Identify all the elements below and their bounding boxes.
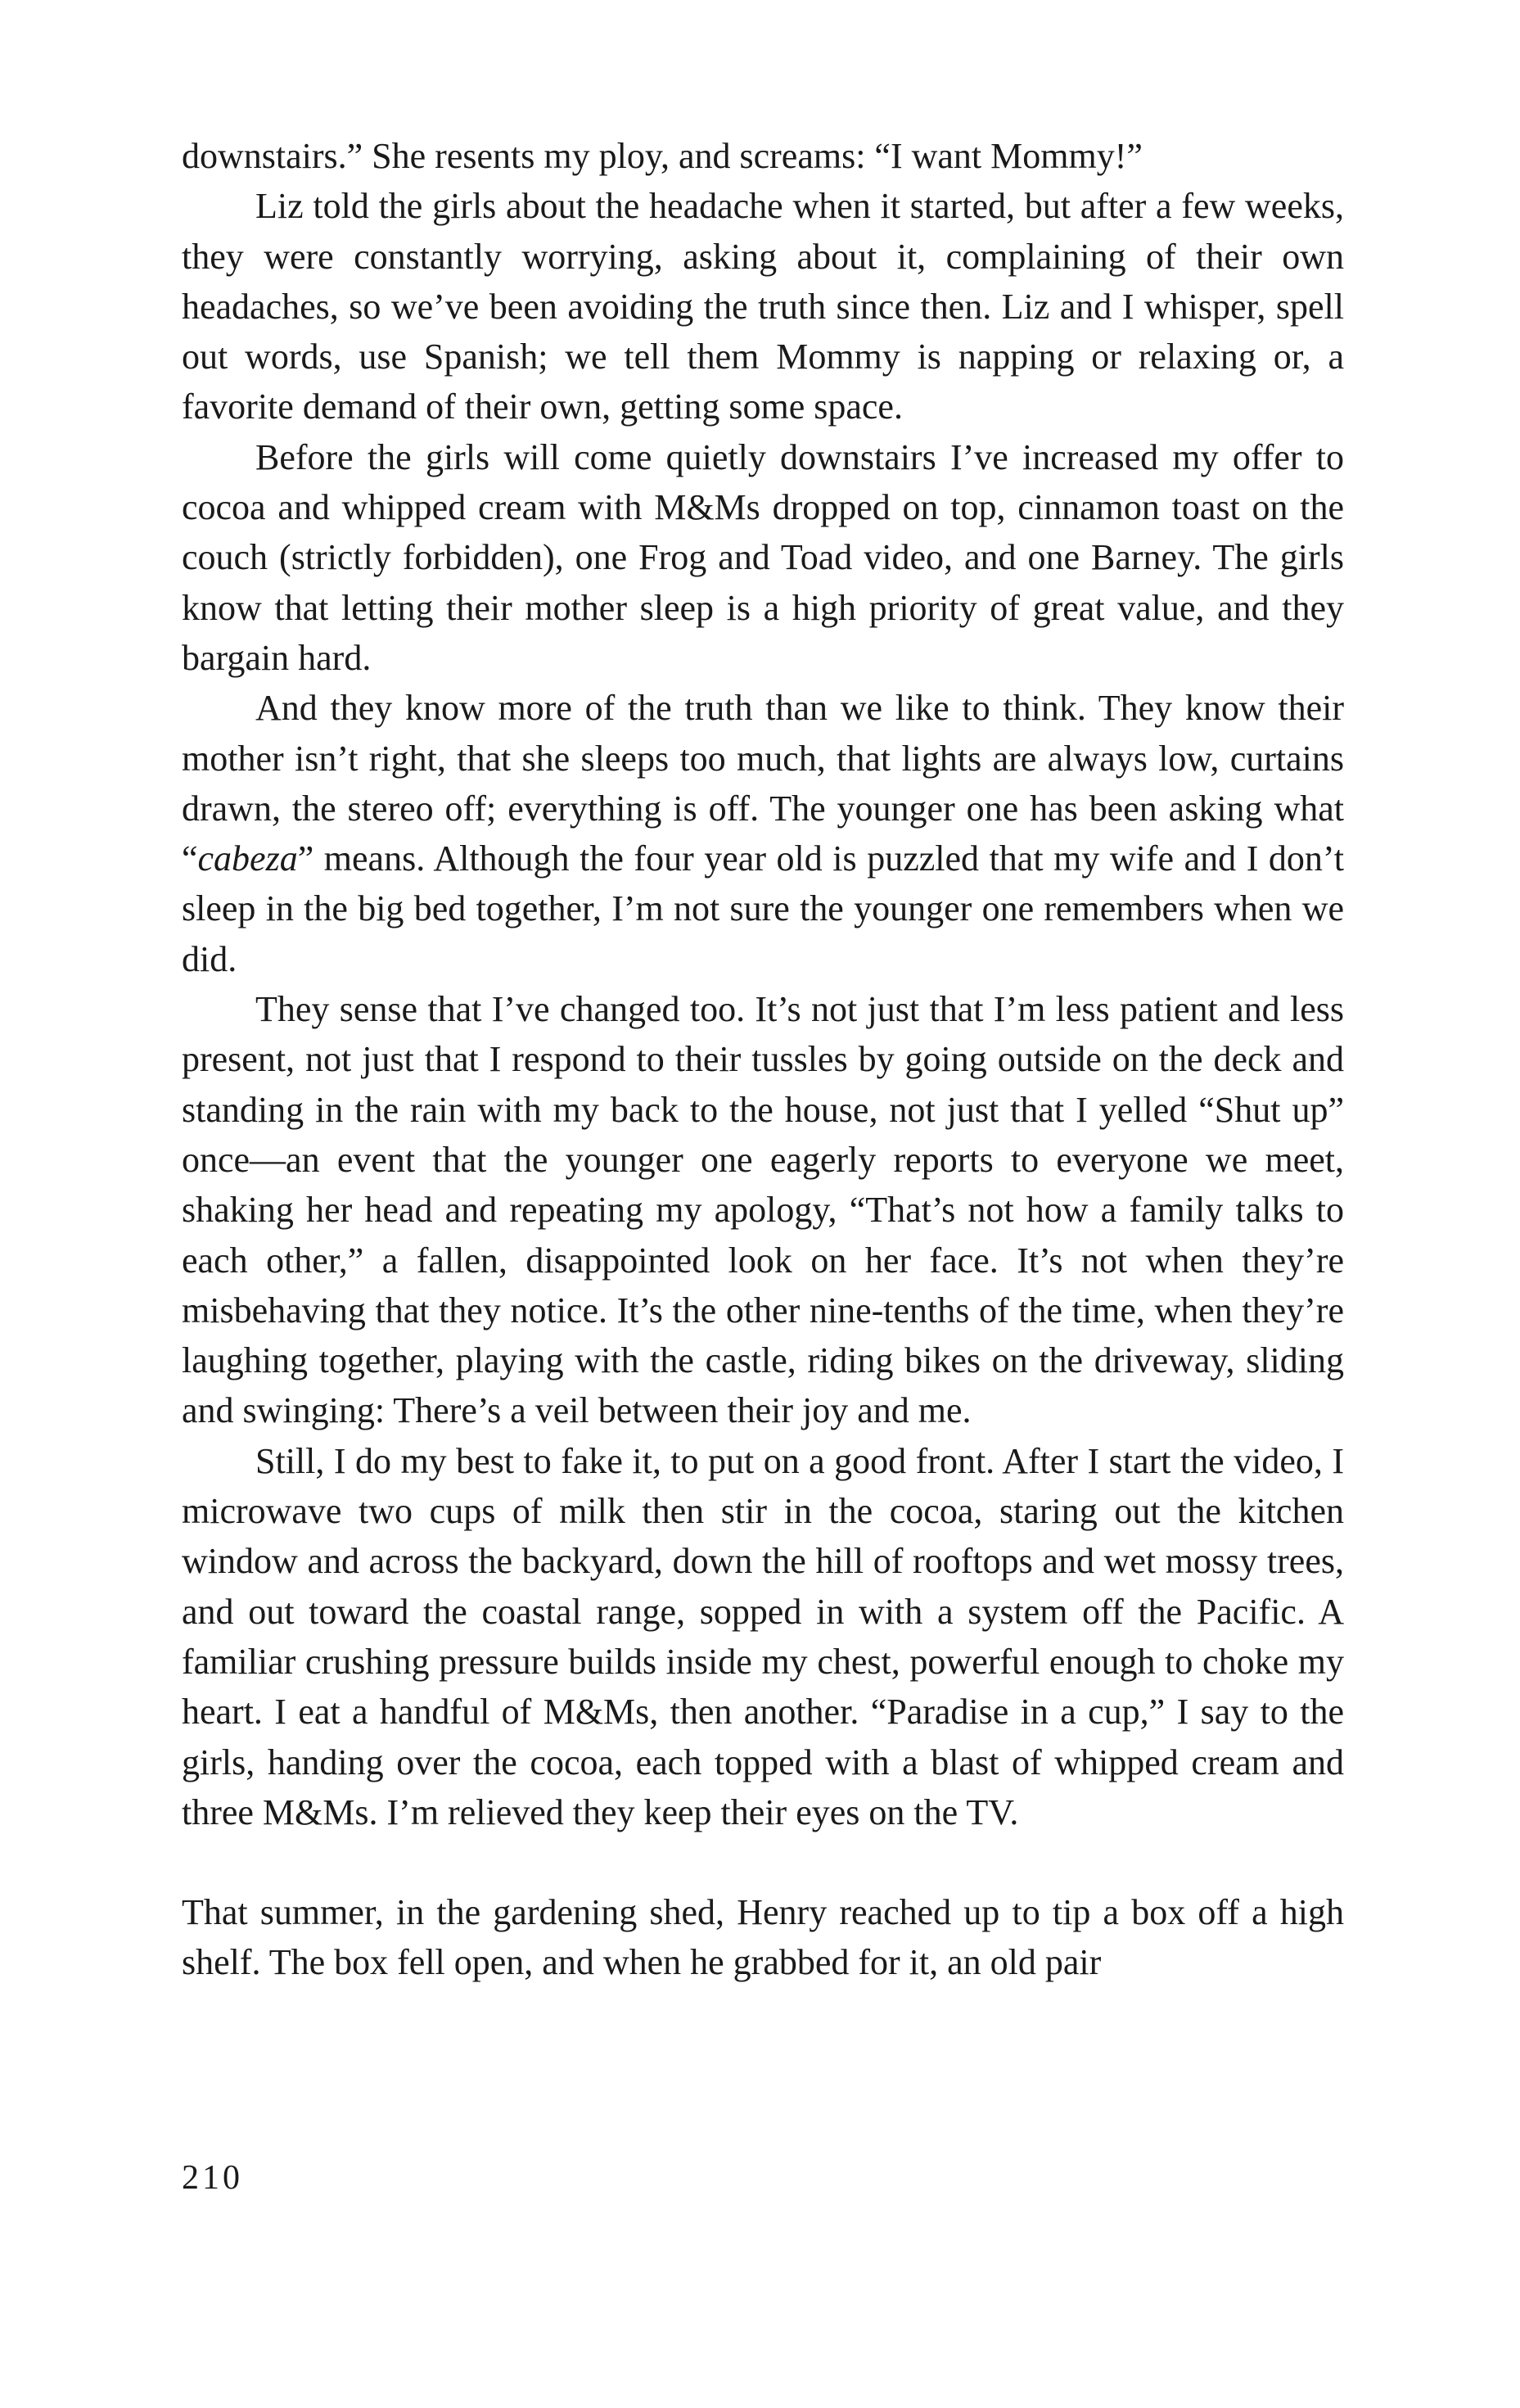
paragraph bbox=[182, 683, 1344, 984]
page-number: 210 bbox=[182, 2159, 243, 2197]
paragraph-text: ” means. Although the four year old is puzzled that my wife and I don’t sleep in the big bed together, I’m not sure the younger one remembers when we did. bbox=[182, 838, 1344, 979]
page-body bbox=[182, 131, 1344, 1988]
paragraph-text: And they know more of the truth than we like to think. They know their mother isn’t right, that she sleeps too much, that lights are always low, curtains drawn, the stereo off; everything is off. The younger one has been asking what “ bbox=[182, 688, 1344, 879]
paragraph: downstairs.” She resents my ploy, and screams: “I want Mommy!” bbox=[182, 136, 1143, 176]
paragraph: Liz told the girls about the headache when it started, but after a few weeks, they were constantly worrying, asking about it, complaining of their own headaches, so we’ve been avoiding the truth since then. Liz and I whisper, spell out words, use Spanish; we tell them Mommy is napping or relaxing or, a favorite demand of their own, getting some space. bbox=[182, 186, 1344, 427]
paragraph: That summer, in the gardening shed, Henry reached up to tip a box off a high shelf. The box fell open, and when he grabbed for it, an old pair bbox=[182, 1892, 1344, 1983]
paragraph: They sense that I’ve changed too. It’s not just that I’m less patient and less present, not just that I respond to their tussles by going outside on the deck and standing in the rain with my back to the house, not just that I yelled “Shut up” once—an event that the younger one eagerly reports to everyone we meet, shaking her head and repeating my apology, “That’s not how a family talks to each other,” a fallen, disappointed look on her face. It’s not when they’re misbehaving that they notice. It’s the other nine-tenths of the time, when they’re laughing together, playing with the castle, riding bikes on the driveway, sliding and swinging: There’s a veil between their joy and me. bbox=[182, 989, 1344, 1431]
paragraph: Still, I do my best to fake it, to put on a good front. After I start the video, I microwave two cups of milk then stir in the cocoa, staring out the kitchen window and across the backyard, down the hill of rooftops and wet mossy trees, and out toward the coastal range, sopped in with a system off the Pacific. A familiar crushing pressure builds inside my chest, powerful enough to choke my heart. I eat a handful of M&Ms, then another. “Paradise in a cup,” I say to the girls, handing over the cocoa, each topped with a blast of whipped cream and three M&Ms. I’m relieved they keep their eyes on the TV. bbox=[182, 1440, 1344, 1832]
paragraph: Before the girls will come quietly downstairs I’ve increased my offer to cocoa and whipped cream with M&Ms dropped on top, cinnamon toast on the couch (strictly forbidden), one Frog and Toad video, and one Barney. The girls know that letting their mother sleep is a high priority of great value, and they bargain hard. bbox=[182, 436, 1344, 678]
italic-word: cabeza bbox=[197, 838, 298, 879]
